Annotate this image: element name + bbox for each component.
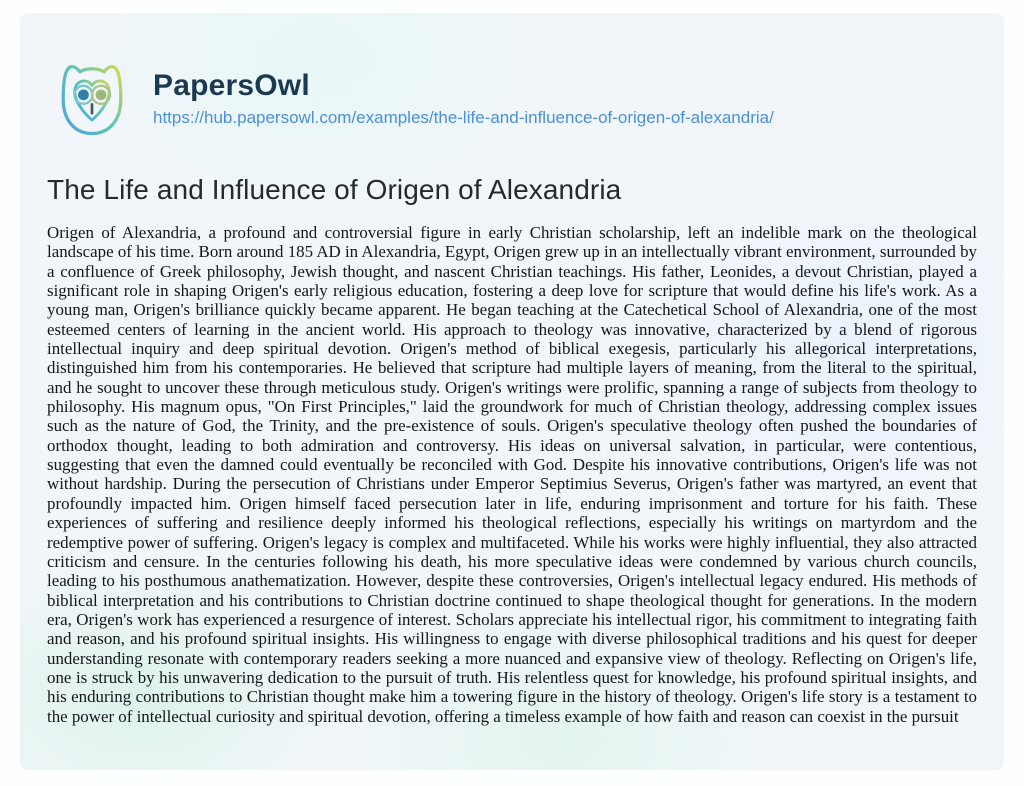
site-header: [47, 55, 977, 150]
brand-name: PapersOwl: [153, 69, 310, 102]
page-title: The Life and Influence of Origen of Alexandria: [47, 174, 622, 205]
owl-logo-icon: [47, 55, 137, 150]
papersowl-logo[interactable]: [47, 55, 137, 150]
article-body-text: Origen of Alexandria, a profound and controversial figure in early Christian scholarship, left an indelible mark on the theological landscape of his time. Born around 185 AD in Alexandria, Egypt, Origen grew up in an intellectually vibrant environment, surrounded by a confluence of Greek philosophy, Jewish thought, and nascent Christian teachings. His father, Leonides, a devout Christian, played a significant role in shaping Origen's early religious education, fostering a deep love for scripture that would define his life's work. As a young man, Origen's brilliance quickly became apparent. He began teaching at the Catechetical School of Alexandria, one of the most esteemed centers of learning in the ancient world. His approach to theology was innovative, characterized by a blend of rigorous intellectual inquiry and deep spiritual devotion. Origen's method of biblical exegesis, particularly his allegorical interpretations, distinguished him from his contemporaries. He believed that scripture had multiple layers of meaning, from the literal to the spiritual, and he sought to uncover these through meticulous study. Origen's writings were prolific, spanning a range of subjects from theology to philosophy. His magnum opus, "On First Principles," laid the groundwork for much of Christian theology, addressing complex issues such as the nature of God, the Trinity, and the pre-existence of souls. Origen's speculative theology often pushed the boundaries of orthodox thought, leading to both admiration and controversy. His ideas on universal salvation, in particular, were contentious, suggesting that even the damned could eventually be reconciled with God. Despite his innovative contributions, Origen's life was not without hardship. During the persecution of Christians under Emperor Septimius Severus, Origen's father was martyred, an event that profoundly impacted him. Origen himself faced persecution later in life, enduring imprisonment and torture for his faith. These experiences of suffering and resilience deeply informed his theological reflections, especially his writings on martyrdom and the redemptive power of suffering. Origen's legacy is complex and multifaceted. While his works were highly influential, they also attracted criticism and censure. In the centuries following his death, his more speculative ideas were condemned by various church councils, leading to his posthumous anathematization. However, despite these controversies, Origen's intellectual legacy endured. His methods of biblical interpretation and his contributions to Christian doctrine continued to shape theological thought for generations. In the modern era, Origen's work has experienced a resurgence of interest. Scholars appreciate his intellectual rigor, his commitment to integrating faith and reason, and his profound spiritual insights. His willingness to engage with diverse philosophical traditions and his quest for deeper understanding resonate with contemporary readers seeking a more nuanced and expansive view of theology. Reflecting on Origen's life, one is struck by his unwavering dedication to the pursuit of truth. His relentless quest for knowledge, his profound spiritual insights, and his enduring contributions to Christian thought make him a towering figure in the history of theology. Origen's life story is a testament to the power of intellectual curiosity and spiritual devotion, offering a timeless example of how faith and reason can coexist in the pursuit: [47, 223, 977, 726]
brand-block: [153, 69, 774, 128]
content-panel: [20, 13, 1004, 770]
source-url-link[interactable]: https://hub.papersowl.com/examples/the-life-and-influence-of-origen-of-alexandria/: [153, 108, 774, 127]
